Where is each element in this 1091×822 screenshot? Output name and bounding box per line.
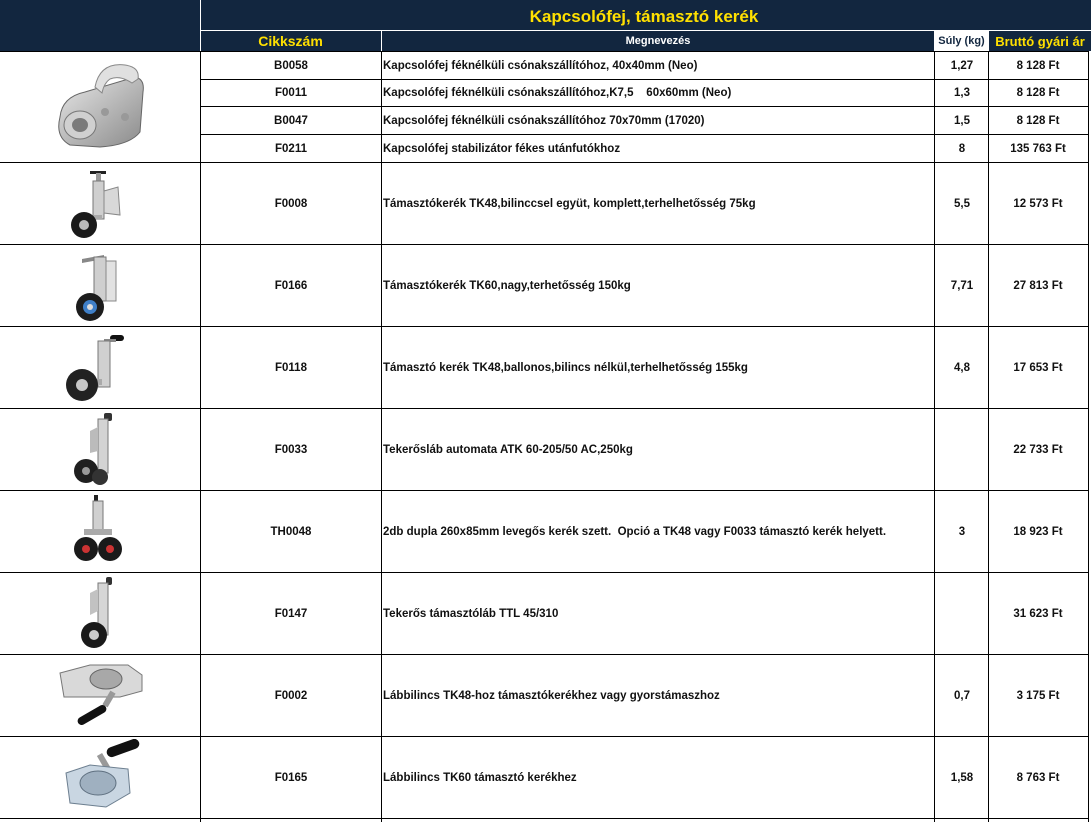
name-cell: 2db dupla 260x85mm levegős kerék szett. Opció a TK48 vagy F0033 támasztó kerék helyett. <box>383 525 887 538</box>
weight-cell <box>936 573 988 654</box>
crank-stand-icon <box>1 573 199 654</box>
price-cell: 3 175 Ft <box>1016 689 1060 702</box>
code-cell: TH0048 <box>270 525 312 538</box>
name-cell: Támasztó kerék TK48,ballonos,bilincs nélkül,terhelhetősség 155kg <box>383 361 748 374</box>
weight-cell: 1,27 <box>950 59 974 72</box>
weight-cell: 8 <box>958 142 966 155</box>
code-cell: F0011 <box>275 87 307 99</box>
name-cell: Tekerős támasztóláb TTL 45/310 <box>383 607 559 620</box>
code-cell: B0047 <box>274 114 308 127</box>
weight-cell <box>936 409 988 490</box>
code-cell: F0118 <box>275 361 307 374</box>
table-title: Kapcsolófej, támasztó kerék <box>529 7 759 26</box>
header-name: Megnevezés <box>381 31 934 51</box>
code-cell: F0165 <box>274 771 308 784</box>
weight-cell: 7,71 <box>950 279 974 292</box>
price-cell: 22 733 Ft <box>1013 443 1063 456</box>
code-cell: F0211 <box>275 142 307 155</box>
code-cell: F0033 <box>274 443 308 456</box>
weight-cell: 1,3 <box>954 87 970 99</box>
price-cell: 8 128 Ft <box>1016 59 1060 72</box>
name-cell: Támasztókerék TK48,bilinccsel együt, komplett,terhelhetősség 75kg <box>383 197 756 210</box>
price-cell: 31 623 Ft <box>1013 607 1063 620</box>
header-price: Bruttó gyári ár <box>988 31 1091 51</box>
price-cell: 12 573 Ft <box>1013 197 1063 210</box>
weight-cell: 0,7 <box>954 689 970 702</box>
clamp-bracket-icon <box>1 655 199 736</box>
name-cell: Kapcsolófej stabilizátor fékes utánfutókhoz <box>383 142 621 155</box>
weight-cell: 1,58 <box>950 771 974 784</box>
automatic-stand-icon <box>1 409 199 490</box>
name-cell: Lábbilincs TK48-hoz támasztókerékhez vagy gyorstámaszhoz <box>383 689 720 702</box>
header-code: Cikkszám <box>258 33 323 49</box>
weight-cell: 5,5 <box>954 197 970 210</box>
price-cell: 18 923 Ft <box>1013 525 1063 538</box>
code-cell: F0166 <box>274 279 308 292</box>
price-cell: 27 813 Ft <box>1013 279 1063 292</box>
price-cell: 8 128 Ft <box>1016 114 1060 127</box>
name-cell: Kapcsolófej féknélküli csónakszállítóhoz,K7,5 60x60mm (Neo) <box>383 87 732 99</box>
price-cell: 135 763 Ft <box>1010 142 1066 155</box>
weight-cell: 3 <box>958 525 966 538</box>
weight-cell: 1,5 <box>954 114 970 127</box>
name-cell: Kapcsolófej féknélküli csónakszállítóhoz 70x70mm (17020) <box>383 114 705 127</box>
code-cell: F0008 <box>274 197 308 210</box>
name-cell: Kapcsolófej féknélküli csónakszállítóhoz, 40x40mm (Neo) <box>383 59 698 72</box>
name-cell: Lábbilincs TK60 támasztó kerékhez <box>383 771 577 784</box>
price-cell: 8 763 Ft <box>1016 771 1060 784</box>
price-cell: 17 653 Ft <box>1013 361 1063 374</box>
code-cell: F0002 <box>274 689 308 702</box>
clamp-tk60-icon <box>1 737 199 818</box>
jockey-wheel-pneumatic-icon <box>1 327 199 408</box>
name-cell: Támasztókerék TK60,nagy,terhetősség 150kg <box>383 279 631 292</box>
coupling-head-icon <box>1 52 199 162</box>
twin-wheel-icon <box>1 491 199 572</box>
weight-cell: 4,8 <box>954 361 970 374</box>
name-cell: Tekerősláb automata ATK 60-205/50 AC,250kg <box>383 443 633 456</box>
price-cell: 8 128 Ft <box>1016 87 1060 99</box>
code-cell: B0058 <box>274 59 308 72</box>
code-cell: F0147 <box>274 607 308 620</box>
jockey-wheel-clamp-icon <box>1 163 199 244</box>
header-weight: Súly (kg) <box>934 31 988 51</box>
jockey-wheel-large-icon <box>1 245 199 326</box>
